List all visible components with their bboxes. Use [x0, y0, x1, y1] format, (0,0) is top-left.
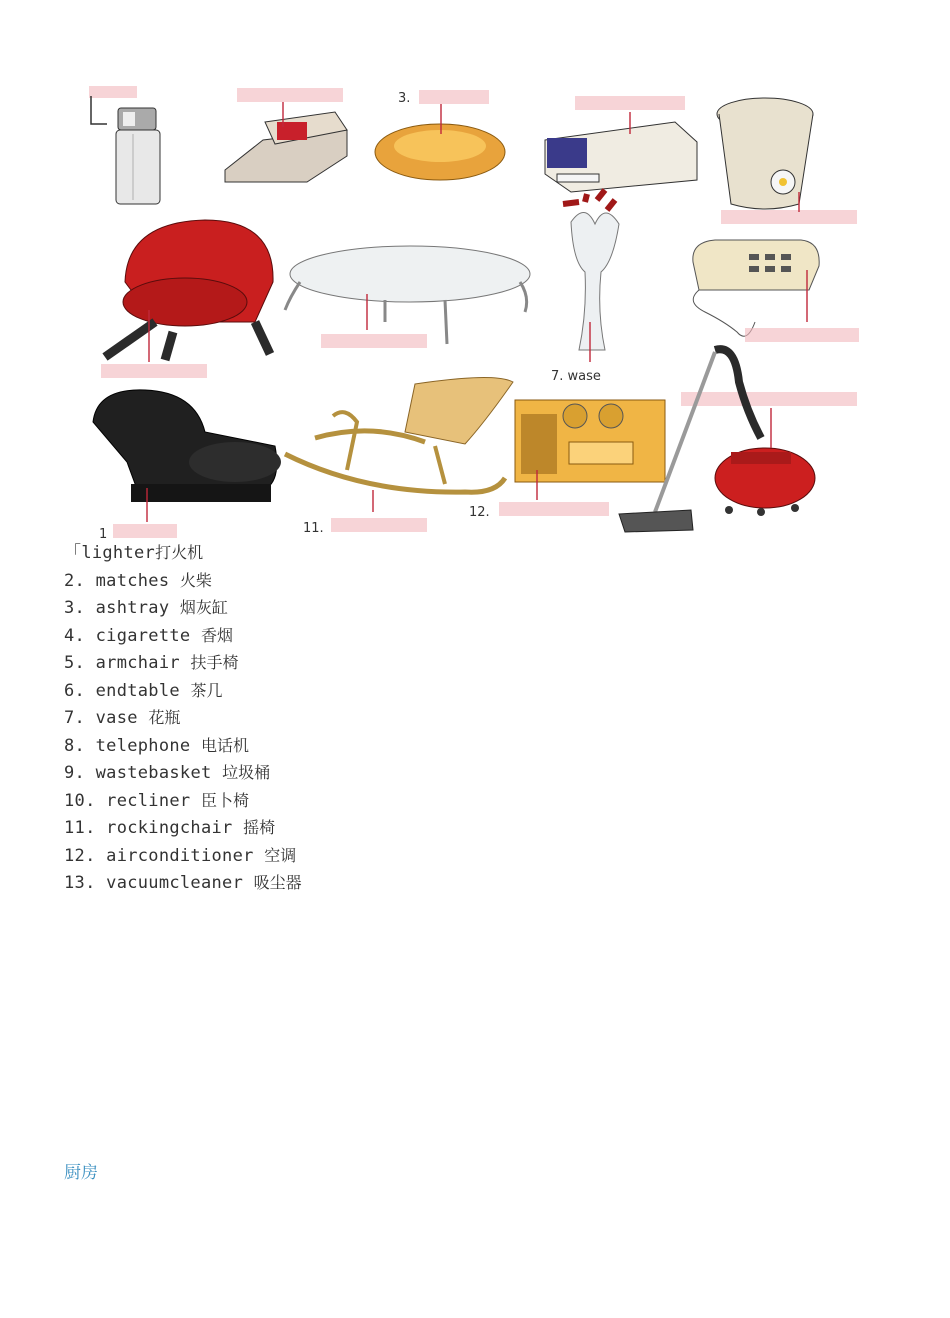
- list-item: 4. cigarette 香烟: [64, 625, 234, 646]
- list-item: 12. airconditioner 空调: [64, 845, 297, 866]
- list-item: 6. endtable 茶几: [64, 680, 223, 701]
- list-item: 3. ashtray 烟灰缸: [64, 598, 228, 618]
- furniture-vocabulary-illustration: [85, 82, 865, 542]
- callout-3: 3.: [398, 91, 411, 106]
- airconditioner-drawing: [469, 400, 665, 520]
- list-item: 7. vase 花瓶: [64, 708, 181, 728]
- list-item: 11. rockingchair 摇椅: [64, 818, 276, 838]
- list-item: 2. matches 火柴: [64, 570, 212, 591]
- ashtray-drawing: [375, 90, 505, 180]
- list-item: 「lighter打火机: [64, 543, 204, 563]
- callout-11: 11.: [303, 521, 324, 536]
- telephone-drawing: [693, 240, 859, 342]
- cigarette-drawing: [545, 96, 697, 192]
- wastebasket-drawing: [717, 98, 857, 224]
- vase-drawing: [551, 190, 619, 384]
- list-item: 13. vacuumcleaner 吸尘器: [64, 873, 302, 893]
- callout-1: 1: [99, 527, 108, 542]
- lighter-drawing: [89, 86, 160, 204]
- list-item: 10. recliner 臣卜椅: [64, 790, 249, 811]
- list-item: 9. wastebasket 垃圾桶: [64, 763, 271, 783]
- armchair-drawing: [101, 220, 273, 378]
- endtable-drawing: [285, 246, 530, 348]
- callout-7: 7. wase: [551, 369, 601, 384]
- callout-12: 12.: [469, 505, 490, 520]
- section-heading: 厨房: [64, 1163, 98, 1183]
- vocabulary-list: [64, 540, 302, 898]
- list-item: 5. armchair 扶手椅: [64, 653, 239, 673]
- list-item: 8. telephone 电话机: [64, 735, 250, 756]
- recliner-drawing: [93, 390, 281, 542]
- matches-drawing: [225, 88, 347, 182]
